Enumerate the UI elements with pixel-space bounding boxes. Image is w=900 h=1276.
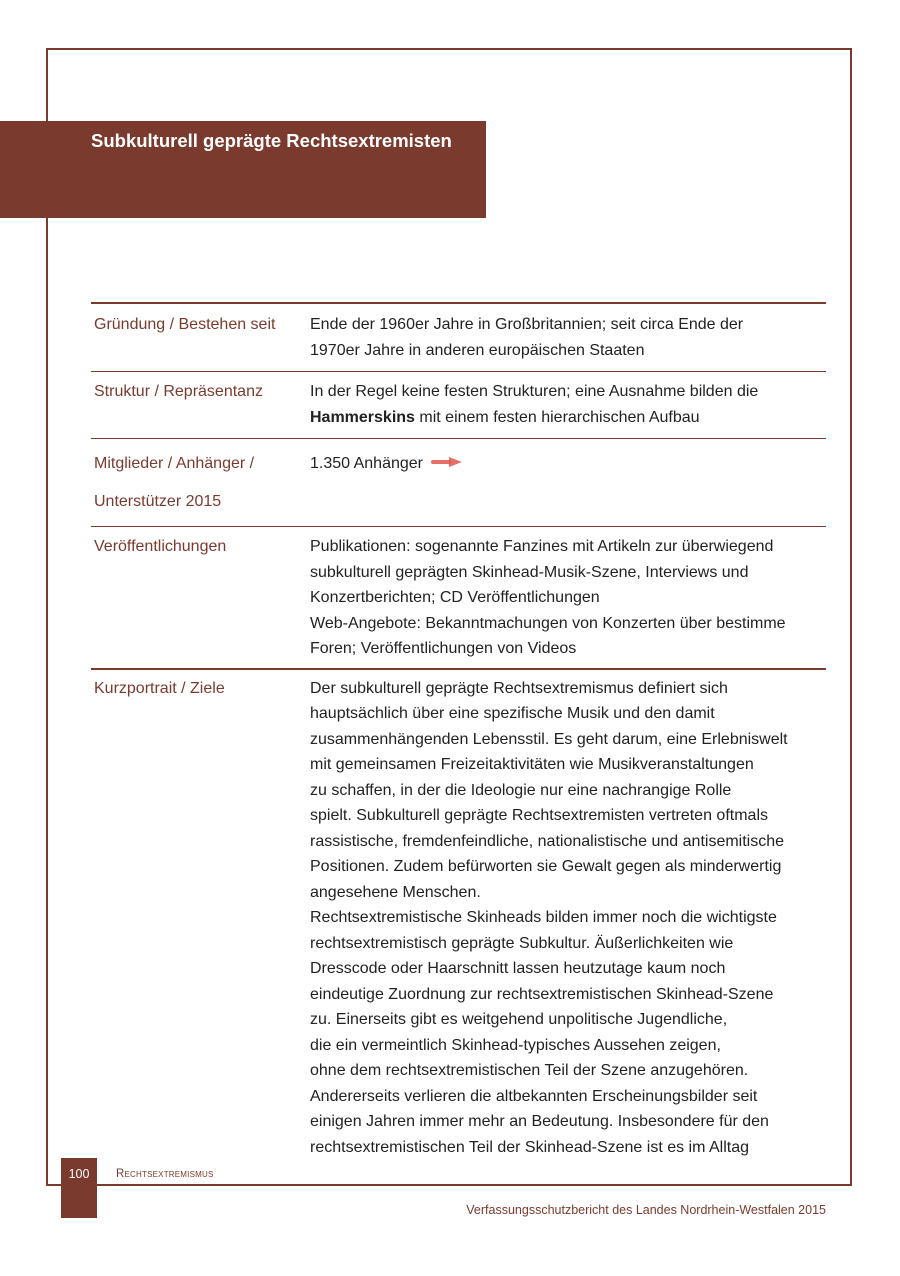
bold-term: Hammerskins: [310, 408, 415, 426]
row-label: Struktur / Repräsentanz: [94, 383, 263, 400]
row-label: [91, 445, 310, 521]
text-line: spielt. Subkulturell geprägte Rechtsextremisten vertreten oftmals: [310, 807, 768, 824]
text-line: ohne dem rechtsextremistischen Teil der Szene anzugehören.: [310, 1062, 749, 1079]
text-line: die ein vermeintlich Skinhead-typisches Aussehen zeigen,: [310, 1036, 721, 1054]
text-line: Ende der 1960er Jahre in Großbritannien; seit circa Ende der: [310, 316, 744, 333]
text-line: zusammenhängenden Lebensstil. Es geht darum, eine Erlebniswelt: [310, 730, 788, 748]
table-row-publications: [91, 527, 826, 670]
text-line: Foren; Veröffentlichungen von Videos: [310, 640, 577, 657]
text-line: Der subkulturell geprägte Rechtsextremismus definiert sich: [310, 679, 728, 697]
text-line: Web-Angebote: Bekanntmachungen von Konzerten über bestimme: [310, 614, 786, 632]
row-label: Gründung / Bestehen seit: [94, 316, 276, 333]
page-number: 100: [68, 1167, 90, 1181]
arrow-right-icon: [431, 445, 463, 483]
row-value: [310, 534, 826, 662]
footer-text: Verfassungsschutzbericht des Landes Nordrhein-Westfalen 2015: [466, 1203, 826, 1217]
row-value: [310, 379, 826, 430]
row-label: Kurzportrait / Ziele: [94, 679, 225, 697]
text-line: 1970er Jahre in anderen europäischen Staaten: [310, 341, 645, 359]
text-line: Publikationen: sogenannte Fanzines mit Artikeln zur überwiegend: [310, 538, 774, 555]
text-line: einigen Jahren immer mehr an Bedeutung. Insbesondere für den: [310, 1113, 769, 1130]
row-value: [310, 312, 826, 363]
text-line: rassistische, fremdenfeindliche, nationalistische und antisemitische: [310, 832, 785, 850]
label-line: Unterstützer 2015: [94, 493, 222, 510]
text-line: zu. Einerseits gibt es weitgehend unpolitische Jugendliche,: [310, 1011, 728, 1028]
text-line: zu schaffen, in der die Ideologie nur eine nachrangige Rolle: [310, 781, 732, 799]
row-value: [310, 445, 826, 521]
table-row-founding: [91, 304, 826, 372]
text-line: rechtsextremistischen Teil der Skinhead-Szene ist es im Alltag: [310, 1138, 750, 1156]
text-line: hauptsächlich über eine spezifische Musik und den damit: [310, 705, 715, 722]
text-line: mit gemeinsamen Freizeitaktivitäten wie Musikveranstaltungen: [310, 756, 754, 773]
text-line: rechtsextremistisch geprägte Subkultur. Äußerlichkeiten wie: [310, 934, 734, 952]
section-label: Rechtsextremismus: [116, 1168, 214, 1180]
table-row-profile: [91, 670, 826, 1161]
label-line: Mitglieder / Anhänger /: [94, 455, 255, 472]
row-label: Veröffentlichungen: [94, 538, 227, 555]
text-line: Rechtsextremistische Skinheads bilden immer noch die wichtigste: [310, 909, 777, 926]
text-line: Konzertberichten; CD Veröffentlichungen: [310, 589, 600, 606]
text-line: [310, 405, 826, 431]
text-fragment: mit einem festen hierarchischen Aufbau: [414, 408, 700, 426]
text-line: subkulturell geprägten Skinhead-Musik-Szene, Interviews und: [310, 563, 749, 581]
member-count: 1.350 Anhänger: [310, 455, 423, 473]
page-title: Subkulturell geprägte Rechtsextremisten: [91, 130, 452, 151]
text-line: Dresscode oder Haarschnitt lassen heutzutage kaum noch: [310, 960, 726, 977]
table-row-members: [91, 439, 826, 527]
profile-table: [91, 302, 826, 1160]
text-line: Positionen. Zudem befürworten sie Gewalt gegen als minderwertig: [310, 858, 782, 875]
text-line: eindeutige Zuordnung zur rechtsextremistischen Skinhead-Szene: [310, 985, 774, 1003]
table-row-structure: [91, 372, 826, 439]
row-value: [310, 676, 826, 1161]
text-line: Andererseits verlieren die altbekannten Erscheinungsbilder seit: [310, 1087, 758, 1105]
text-line: In der Regel keine festen Strukturen; eine Ausnahme bilden die: [310, 383, 759, 400]
text-line: angesehene Menschen.: [310, 883, 481, 901]
